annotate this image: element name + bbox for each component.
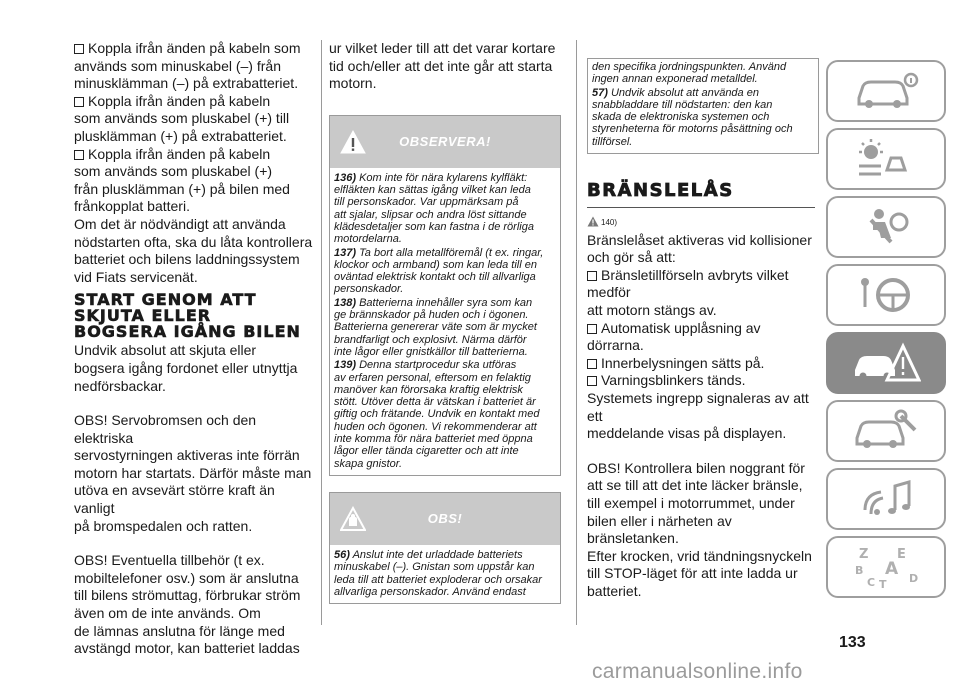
tab-emergency[interactable] [826, 332, 946, 394]
caution-box [329, 492, 561, 604]
caution-box-continued [587, 58, 819, 154]
svg-text:E: E [897, 547, 906, 562]
checkbox-bullet-icon [74, 97, 84, 107]
bullet-list-fuel-cutoff [587, 267, 819, 390]
warning-box-header [330, 116, 560, 168]
column-divider [321, 40, 322, 625]
text-line: att se till att det inte läcker bränsle, [587, 477, 803, 494]
bullet-list-cables [74, 40, 317, 216]
tab-starting-driving[interactable] [826, 264, 946, 326]
text-line: Bränslelåset aktiveras vid kollisioner [587, 231, 812, 248]
bullet-item: Bränsletillförseln avbryts vilket medför [587, 266, 789, 301]
text-line: vid Fiats servicenät. [74, 268, 198, 285]
text-line: bilen eller i närheten av bränsletanken. [587, 512, 732, 547]
section-heading-fuel-cutoff: BRÄNSLELÅS [587, 180, 815, 208]
warning-item: 136) Kom inte för nära kylarens kylfläkt: elfläkten kan sättas igång vilket kan leda till personskador. Var uppmärksam på att sjalar, slipsar och andra löst sittande klädesdetaljer som kan fastna i de rörliga motordelarna. [334, 171, 534, 246]
text-line: Om det är nödvändigt att använda [74, 215, 286, 232]
chapter-tabs [826, 60, 946, 604]
column-3 [587, 58, 819, 601]
paragraph-service [74, 216, 317, 286]
multimedia-icon [851, 476, 921, 522]
text-line: minusklämman (–) på extrabatteriet. [74, 75, 299, 92]
reference-line [587, 214, 819, 232]
text-line: används som minuskabel (–) från [74, 57, 281, 74]
text-line: tid och/eller att det inte går att starta [329, 57, 553, 74]
checkbox-bullet-icon [587, 376, 597, 386]
text-line: motorn. [329, 75, 377, 92]
text-line: från plusklämman (+) på bilen med [74, 180, 290, 197]
tab-maintenance[interactable] [826, 400, 946, 462]
caution-box-header [330, 493, 560, 545]
text-line: även om de inte används. Om [74, 605, 261, 622]
warning-item: 138) Batterierna innehåller syra som kan ge brännskador på huden och i ögonen. Batterierna genererar väte som är mycket brandfarligt och explosivt. Närma därför inte lågor eller gnistkällor till batterierna. [334, 296, 537, 358]
svg-text:A: A [885, 559, 899, 579]
text-line: Efter krocken, vrid tändningsnyckeln [587, 547, 812, 564]
text-line: motorn har startats. Därför måste man [74, 464, 312, 481]
svg-text:D: D [909, 572, 919, 585]
text-line: Undvik absolut att skjuta eller [74, 342, 257, 359]
warning-body [330, 168, 560, 475]
paragraph-check-leaks [587, 460, 819, 601]
caution-item: 57) Undvik absolut att använda en snabbladdare till nödstarten: den kan skada de elektroniska systemen och styrenheterna för motorns påsättning och tillförsel. [592, 86, 793, 148]
watermark: carmanualsonline.info [592, 660, 803, 683]
warning-box [329, 115, 561, 476]
text-line: OBS! Kontrollera bilen noggrant för [587, 459, 805, 476]
svg-text:C: C [867, 576, 876, 589]
caution-item: 56) Anslut inte det urladdade batteriets minuskabel (–). Gnistan som uppstår kan leda till att batteriet exploderar och orsakar allvarliga personskador. Använd endast [334, 548, 542, 598]
steering-key-icon [851, 272, 921, 318]
caution-body-continued: den specifika jordningspunkten. Använd ingen annan exponerad metalldel. 57) Undvik absolut att använda en snabbladdare till nödstarten: den kan skada de elektroniska systemen och styrenheterna för motorns påsättning och tillförsel. [588, 59, 818, 153]
page-number: 133 [839, 634, 866, 651]
bullet-item: Automatisk upplåsning av dörrarna. [587, 319, 761, 354]
text-line: utöva en avsevärt större kraft än vanligt [74, 482, 275, 517]
text-line: till STOP-läget för att inte ladda ur [587, 565, 798, 582]
tab-car-info[interactable] [826, 60, 946, 122]
text-line: som används som pluskabel (+) [74, 163, 273, 180]
emergency-warning-icon [851, 340, 921, 386]
text-line: till exempel i motorrummet, under [587, 494, 795, 511]
tab-index[interactable] [826, 536, 946, 598]
warning-title: OBSERVERA! [399, 134, 491, 150]
section-heading-push-start [74, 292, 317, 340]
checkbox-bullet-icon [74, 44, 84, 54]
text-line: på bromspedalen och ratten. [74, 517, 253, 534]
checkbox-bullet-icon [587, 324, 597, 334]
text-line: meddelande visas på displayen. [587, 425, 787, 442]
column-2 [329, 40, 561, 604]
text-line: att motorn stängs av. [587, 302, 717, 319]
car-info-icon [851, 68, 921, 114]
warning-item: 137) Ta bort alla metallföremål (t ex. ringar, klockor och armband) som kan leda till en oväntad elektrisk kontakt och till allvarliga personskador. [334, 246, 544, 296]
text-line: som används som pluskabel (+) till [74, 110, 290, 127]
text-line: OBS! Eventuella tillbehör (t ex. [74, 552, 265, 569]
paragraph-accessories [74, 552, 317, 658]
heading-line: START GENOM ATT [74, 290, 257, 310]
bullet-item: Koppla ifrån änden på kabeln som [74, 40, 317, 58]
svg-text:Z: Z [859, 547, 869, 562]
text-line: nödstarten ofta, ska du låta kontrollera [74, 233, 313, 250]
heading-line: BOGSERA IGÅNG BILEN [74, 322, 301, 342]
safety-airbag-icon [851, 204, 921, 250]
tab-dashboard-lights[interactable] [826, 128, 946, 190]
text-line: bogsera igång fordonet eller utnyttja [74, 359, 298, 376]
text-line: och gör så att: [587, 249, 676, 266]
text-line: avstängd motor, kan batteriet laddas [74, 640, 300, 657]
checkbox-bullet-icon [587, 359, 597, 369]
text-line: Systemets ingrepp signaleras av att ett [587, 390, 809, 424]
text-line: servostyrningen aktiveras inte förrän [74, 447, 300, 464]
checkbox-bullet-icon [587, 271, 597, 281]
bullet-item: Innerbelysningen sätts på. [587, 355, 819, 373]
text-line: till bilens strömuttag, förbrukar ström [74, 587, 301, 604]
text-line: mobiltelefoner osv.) som är anslutna [74, 569, 299, 586]
column-1 [74, 40, 317, 658]
index-letters-icon [851, 544, 921, 590]
paragraph-servo-brakes [74, 412, 317, 535]
warning-triangle-icon [587, 216, 599, 227]
text-line: de lämnas anslutna för länge med [74, 622, 285, 639]
paragraph-avoid-push [74, 342, 317, 395]
reference-number: 140) [601, 218, 618, 228]
checkbox-bullet-icon [74, 150, 84, 160]
text-line: batteriet och bilens laddningssystem [74, 251, 300, 268]
maintenance-wrench-icon [851, 408, 921, 454]
text-line: OBS! Servobromsen och den elektriska [74, 412, 257, 446]
svg-text:T: T [879, 578, 887, 590]
bullet-item: Varningsblinkers tänds. [587, 372, 819, 390]
tab-safety[interactable] [826, 196, 946, 258]
text-line: frånkopplat batteri. [74, 198, 190, 215]
tab-multimedia[interactable] [826, 468, 946, 530]
paragraph-continued [329, 40, 561, 93]
caution-title: OBS! [427, 511, 463, 527]
bullet-item: Koppla ifrån änden på kabeln [74, 93, 317, 111]
caution-body [330, 545, 560, 603]
column-divider [576, 40, 577, 625]
text-line: plusklämman (+) på extrabatteriet. [74, 127, 287, 144]
bullet-item: Koppla ifrån änden på kabeln [74, 146, 317, 164]
text-line: batteriet. [587, 582, 642, 599]
text-line: nedförsbackar. [74, 377, 166, 394]
heading-line: SKJUTA ELLER [74, 306, 212, 326]
dashboard-lights-icon [851, 136, 921, 182]
warning-item: 139) Denna startprocedur ska utföras av erfaren personal, eftersom en felaktig manöver kan förorsaka kraftig elektrisk stött. Utöver detta är vätskan i batteriet är giftig och frätande. Undvik en kontakt med huden och ögonen. Vi rekommenderar att inte komma för nära batteriet med öppna lågor eller tända cigaretter och att inte skapa gnistor. [334, 359, 540, 470]
text-line: ur vilket leder till att det varar kortare [329, 40, 556, 56]
svg-text:B: B [855, 564, 864, 577]
